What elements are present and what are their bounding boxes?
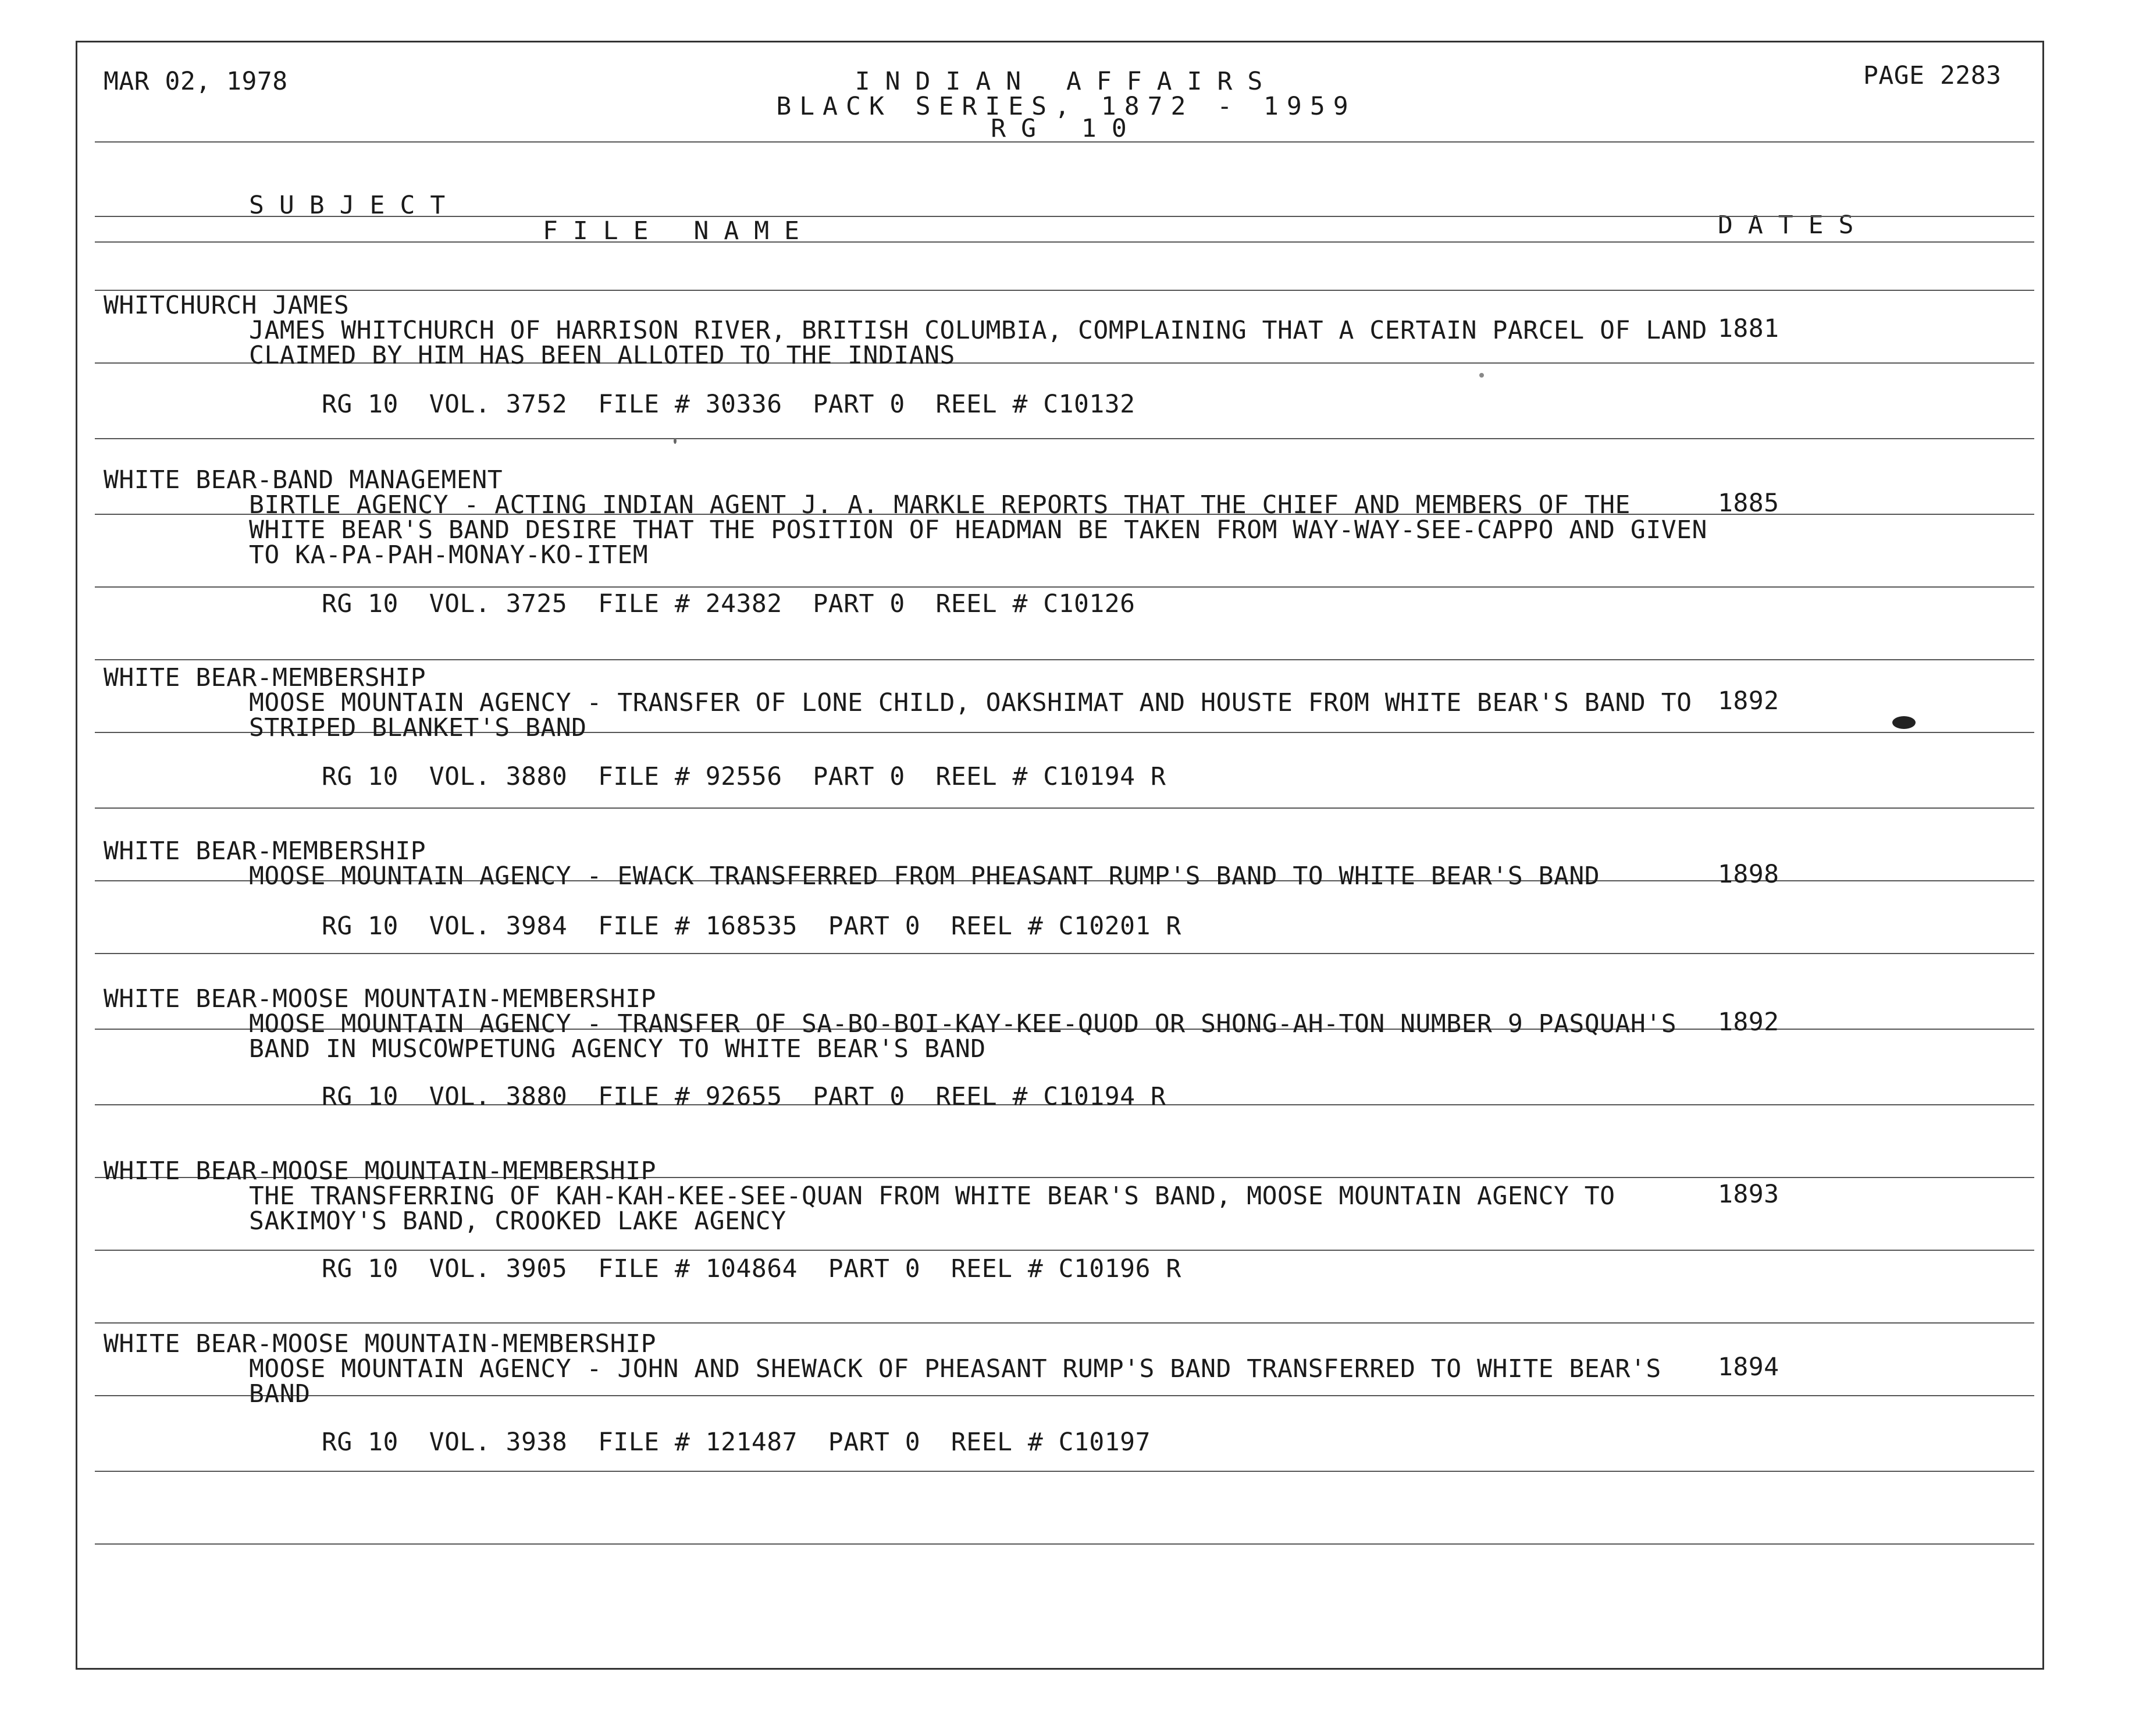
rule [95,659,2034,660]
entry-description-line: CLAIMED BY HIM HAS BEEN ALLOTED TO THE INDIANS [249,341,955,370]
entry-reference: RG 10 VOL. 3938 FILE # 121487 PART 0 REEL # C10197 [322,1428,1151,1457]
rule-columns [95,241,2034,243]
entry-description-line: THE TRANSFERRING OF KAH-KAH-KEE-SEE-QUAN FROM WHITE BEAR'S BAND, MOOSE MOUNTAIN AGENCY TO [249,1182,1615,1211]
entry-date: 1893 [1718,1180,1779,1209]
entry-reference: RG 10 VOL. 3984 FILE # 168535 PART 0 REEL # C10201 R [322,912,1181,941]
entry-date: 1894 [1718,1353,1779,1382]
rule [95,586,2034,588]
rule [95,1471,2034,1472]
entry-description-line: BAND [249,1379,311,1408]
report-series: BLACK SERIES, 1872 - 1959 [776,92,1357,121]
column-header-subject: SUBJECT [249,191,461,220]
entry-description-line: TO KA-PA-PAH-MONAY-KO-ITEM [249,540,649,570]
rule [95,1250,2034,1251]
entry-description-line: STRIPED BLANKET'S BAND [249,713,587,742]
rule [95,953,2034,954]
entry-subject: WHITCHURCH JAMES [104,291,350,320]
rule [95,438,2034,439]
rule [95,1395,2034,1396]
entry-date: 1898 [1718,860,1779,889]
entry-description-line: BAND IN MUSCOWPETUNG AGENCY TO WHITE BEAR'S BAND [249,1034,986,1063]
entry-description-line: MOOSE MOUNTAIN AGENCY - JOHN AND SHEWACK OF PHEASANT RUMP'S BAND TRANSFERRED TO WHITE BEAR'S [249,1354,1661,1383]
column-header-dates: DATES [1718,211,1869,240]
rule-header [95,141,2034,143]
entry-reference: RG 10 VOL. 3880 FILE # 92556 PART 0 REEL # C10194 R [322,762,1166,791]
report-date: MAR 02, 1978 [104,67,288,96]
rule [95,1543,2034,1545]
entry-description-line: MOOSE MOUNTAIN AGENCY - EWACK TRANSFERRED FROM PHEASANT RUMP'S BAND TO WHITE BEAR'S BAND [249,862,1600,891]
entry-reference: RG 10 VOL. 3880 FILE # 92655 PART 0 REEL # C10194 R [322,1082,1166,1111]
report-title: INDIAN AFFAIRS [855,67,1278,96]
entry-reference: RG 10 VOL. 3905 FILE # 104864 PART 0 REEL # C10196 R [322,1254,1181,1283]
ink-blot [1892,716,1916,729]
column-header-file-name: FILE NAME [543,216,814,246]
entry-date: 1885 [1718,489,1779,518]
rule [95,1322,2034,1324]
entry-subject: WHITE BEAR-BAND MANAGEMENT [104,465,503,495]
entry-subject: WHITE BEAR-MEMBERSHIP [104,837,426,866]
entry-date: 1892 [1718,1008,1779,1037]
rule [95,290,2034,291]
rule-subject [95,216,2034,217]
entry-date: 1892 [1718,686,1779,716]
entry-description-line: BIRTLE AGENCY - ACTING INDIAN AGENT J. A. MARKLE REPORTS THAT THE CHIEF AND MEMBERS OF THE [249,490,1631,520]
entry-subject: WHITE BEAR-MEMBERSHIP [104,663,426,692]
entry-reference: RG 10 VOL. 3725 FILE # 24382 PART 0 REEL # C10126 [322,589,1135,618]
entry-description-line: SAKIMOY'S BAND, CROOKED LAKE AGENCY [249,1207,786,1236]
page-number: PAGE 2283 [1863,61,2002,90]
record-group: RG 10 [991,114,1142,143]
entry-description-line: MOOSE MOUNTAIN AGENCY - TRANSFER OF LONE CHILD, OAKSHIMAT AND HOUSTE FROM WHITE BEAR'S BAND TO [249,688,1692,717]
entry-description-line: WHITE BEAR'S BAND DESIRE THAT THE POSITION OF HEADMAN BE TAKEN FROM WAY-WAY-SEE-CAPPO AND GIVEN [249,515,1707,545]
entry-subject: WHITE BEAR-MOOSE MOUNTAIN-MEMBERSHIP [104,1157,656,1186]
entry-description-line: MOOSE MOUNTAIN AGENCY - TRANSFER OF SA-BO-BOI-KAY-KEE-QUOD OR SHONG-AH-TON NUMBER 9 PASQUAH'S [249,1009,1677,1038]
entry-date: 1881 [1718,314,1779,343]
rule [95,807,2034,809]
document-sheet [76,41,2044,1670]
scan-speck [1479,373,1484,378]
entry-subject: WHITE BEAR-MOOSE MOUNTAIN-MEMBERSHIP [104,984,656,1013]
entry-description-line: JAMES WHITCHURCH OF HARRISON RIVER, BRITISH COLUMBIA, COMPLAINING THAT A CERTAIN PARCEL OF LAND [249,316,1707,345]
entry-subject: WHITE BEAR-MOOSE MOUNTAIN-MEMBERSHIP [104,1329,656,1358]
entry-reference: RG 10 VOL. 3752 FILE # 30336 PART 0 REEL # C10132 [322,390,1135,419]
scan-speck [674,438,677,444]
